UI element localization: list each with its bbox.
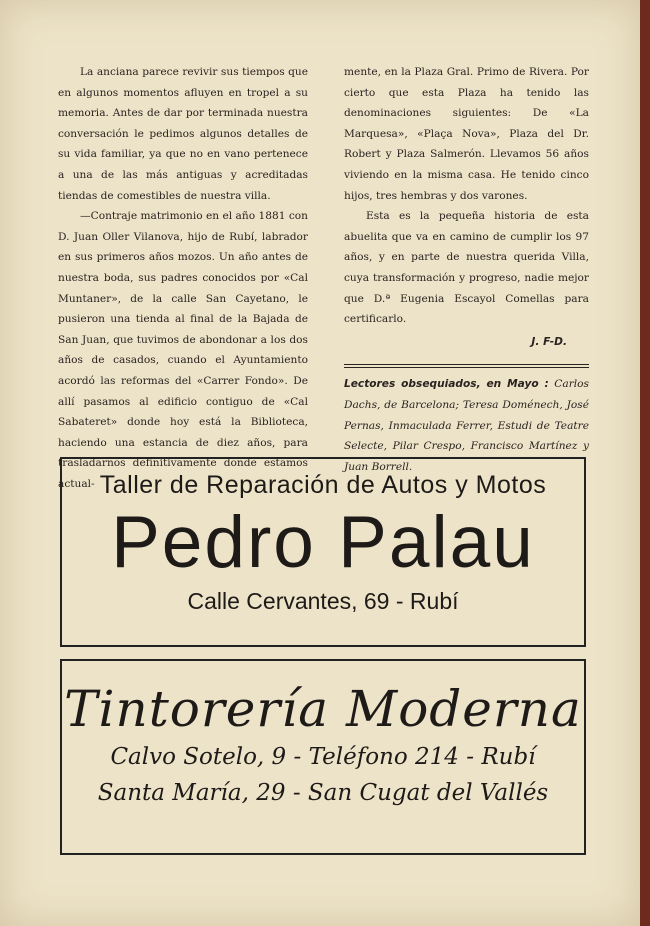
taller-subtitle: Taller de Reparación de Autos y Motos	[99, 471, 547, 499]
tintoreria-name: Tintorería Moderna	[64, 680, 582, 738]
lectores-names: Carlos Dachs, de Barcelona; Teresa Doménech, José Pernas, Inmaculada Ferrer, Estudi de Teatre Selecte, Pilar Crespo, Francisco Martínez y Juan Borrell.	[344, 378, 589, 473]
advertisement-tintoreria	[60, 659, 586, 855]
right-paragraph-1: mente, en la Plaza Gral. Primo de Rivera. Por cierto que esta Plaza ha tenido las denominaciones siguientes: De «La Marquesa», «Plaça Nova», Plaza del Dr. Robert y Plaza Salmerón. Llevamos 56 años viviendo en la misma casa. He tenido cinco hijos, tres hembras y dos varones.	[344, 66, 589, 202]
left-paragraph-2: —Contraje matrimonio en el año 1881 con D. Juan Oller Vilanova, hijo de Rubí, labrador en sus primeros años mozos. Un año antes de nuestra boda, sus padres conocidos por «Cal Muntaner», de la calle San Cayetano, le pusieron una tienda al final de la Bajada de San Juan, que tuvimos de abondonar a los dos años de casados, cuando el Ayuntamiento acordó las reformas del «Carrer Fondo». De allí pasamos al edificio contiguo de «Cal Sabateret» donde hoy está la Biblioteca, haciendo una estancia de diez años, para trasladarnos definitivamente donde estamos actual-	[58, 210, 308, 490]
lectores-heading: Lectores obsequiados, en Mayo :	[344, 378, 549, 391]
tintoreria-address-1: Calvo Sotelo, 9 - Teléfono 214 - Rubí	[110, 744, 536, 770]
tintoreria-address-2: Santa María, 29 - San Cugat del Vallés	[97, 780, 549, 806]
right-paragraph-2: Esta es la pequeña historia de esta abuelita que va en camino de cumplir los 97 años, y en parte de nuestra querida Villa, cuya transformación y progreso, nadie mejor que D.ª Eugenia Escayol Comellas para certificarlo.	[344, 210, 589, 326]
advertisement-taller	[60, 457, 586, 647]
author-signature: J. F-D.	[531, 335, 567, 348]
left-text-column	[58, 62, 308, 494]
taller-name: Pedro Palau	[111, 502, 535, 583]
right-text-column	[344, 62, 589, 477]
left-paragraph-1: La anciana parece revivir sus tiempos que en algunos momentos afluyen en tropel a su memoria. Antes de dar por terminada nuestra conversación le pedimos algunos detalles de su vida familiar, ya que no en vano pertenece a una de las más antiguas y acreditadas tiendas de comestibles de nuestra villa.	[58, 66, 308, 202]
section-divider	[344, 364, 589, 368]
page-binding-edge	[640, 0, 650, 926]
taller-address: Calle Cervantes, 69 - Rubí	[187, 588, 459, 614]
